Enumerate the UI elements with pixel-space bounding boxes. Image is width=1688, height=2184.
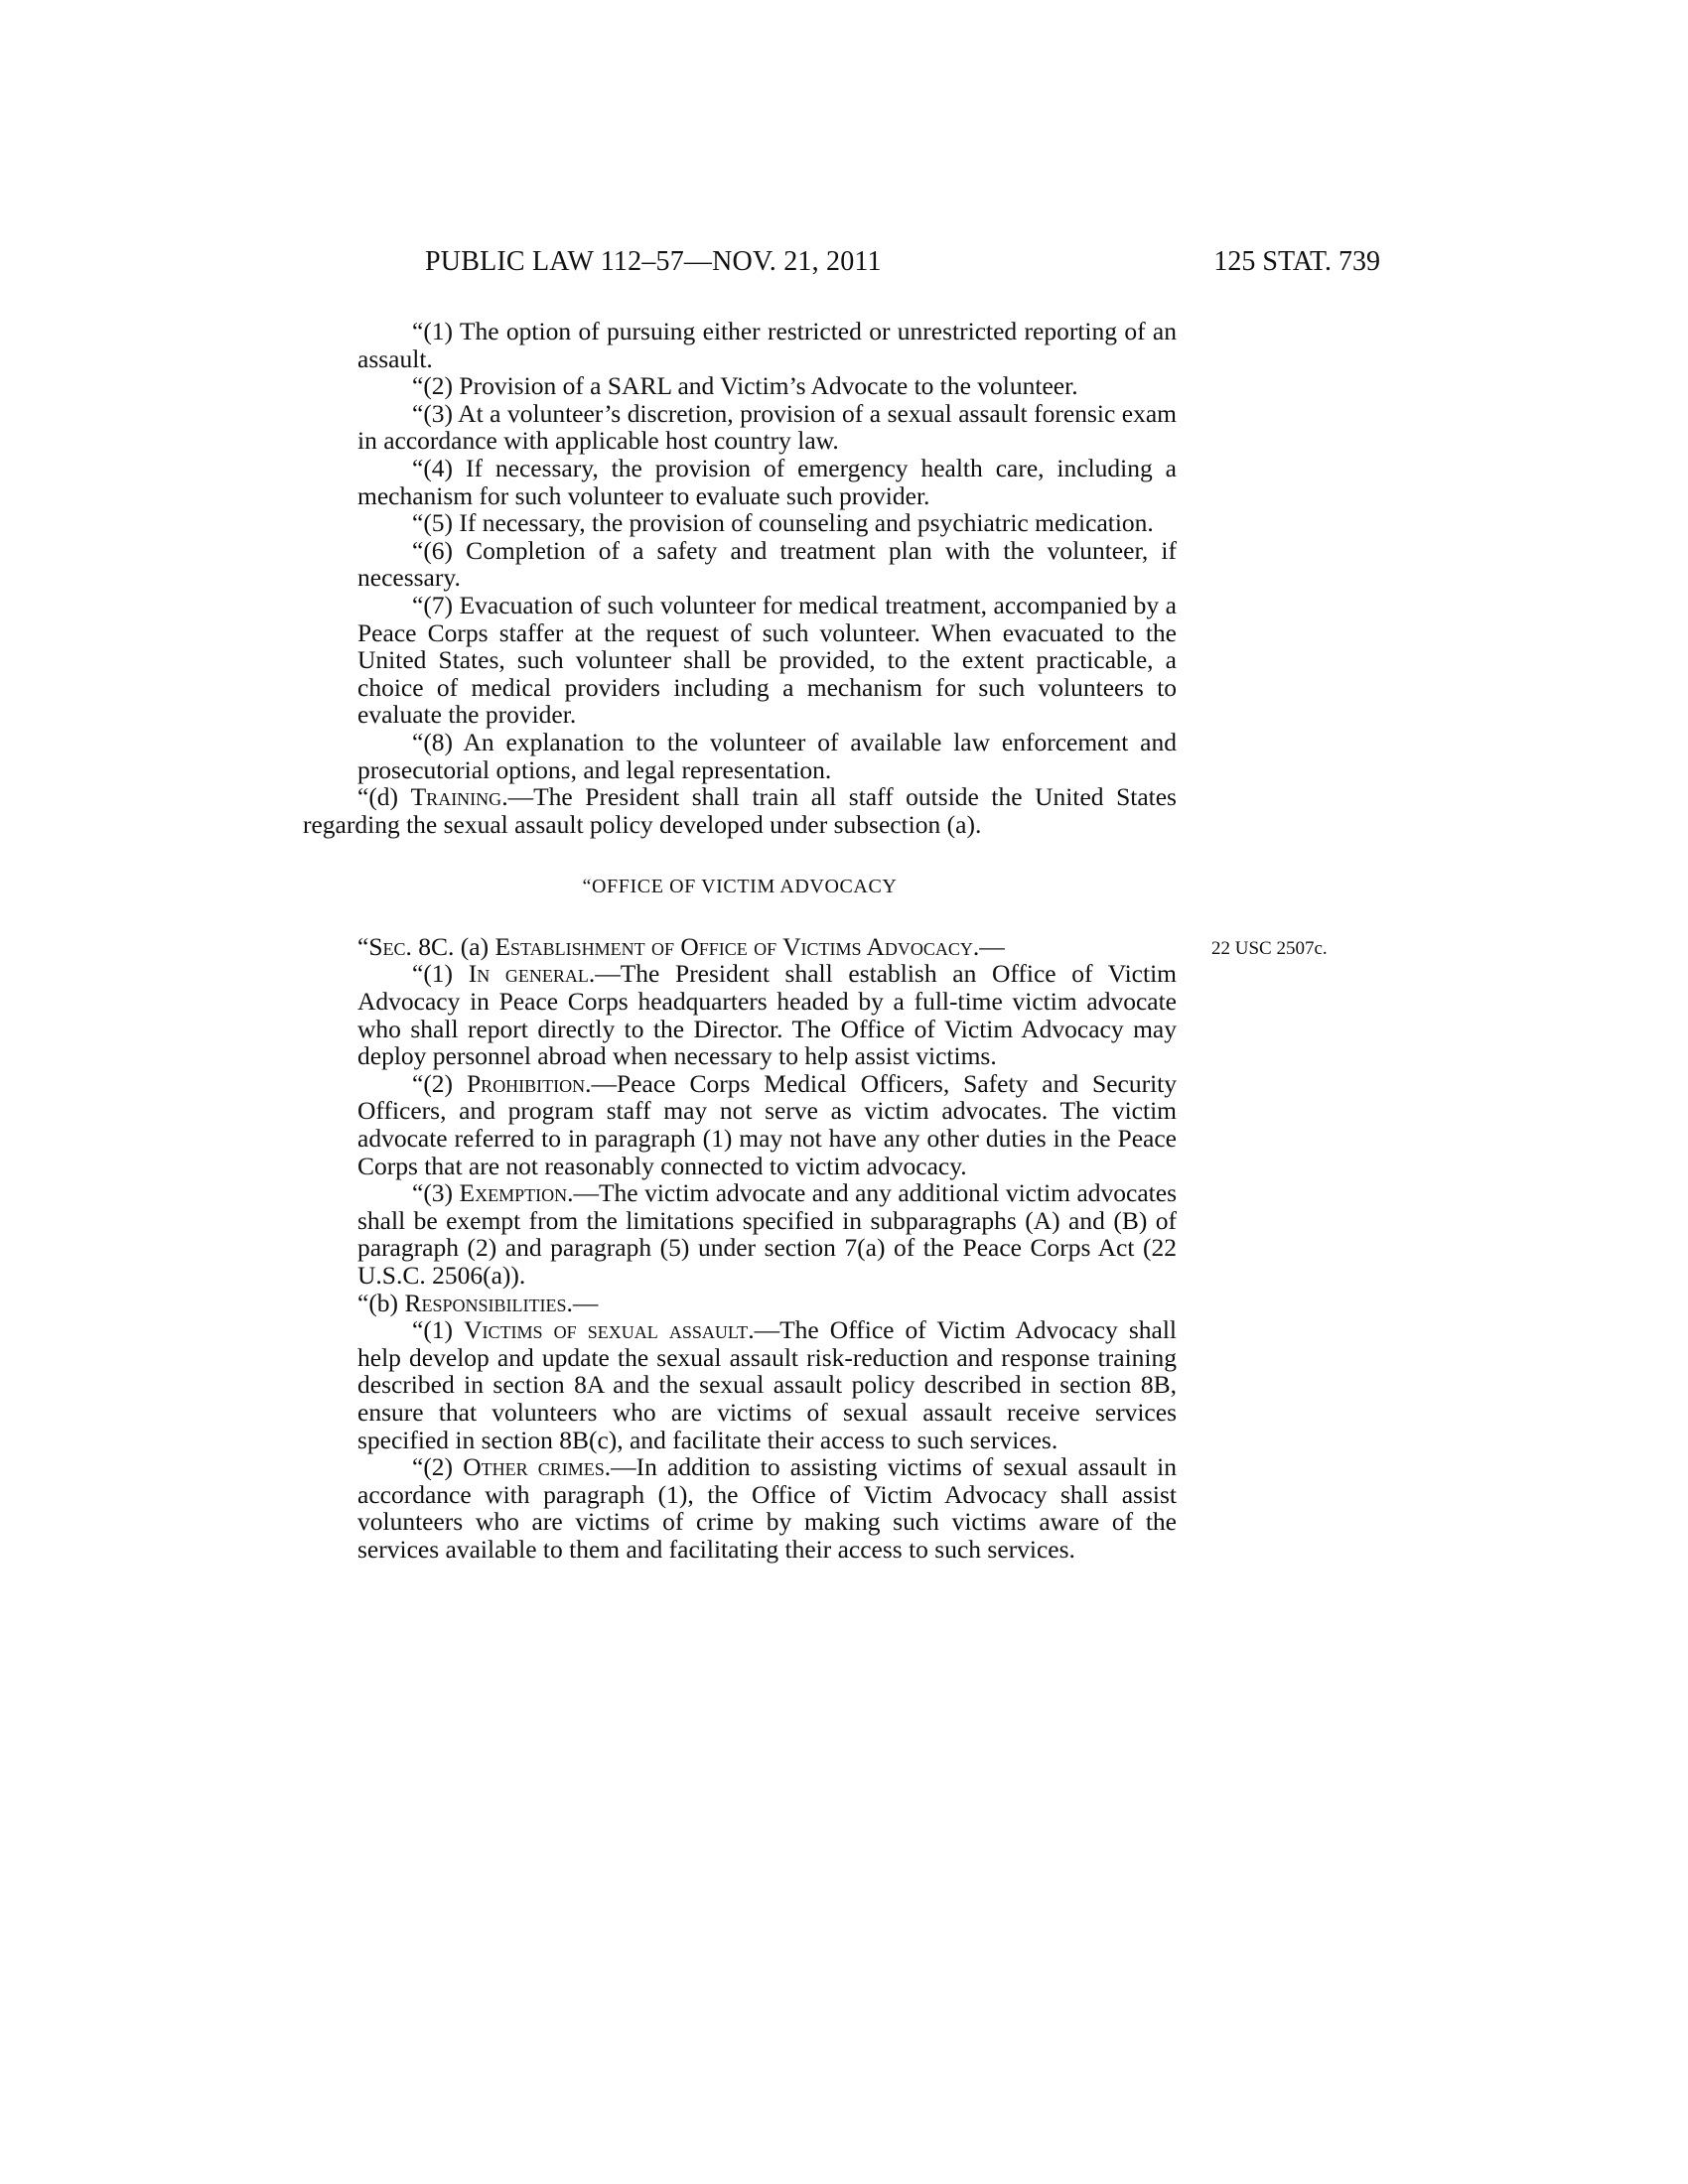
page-header <box>298 246 1380 286</box>
section-8c-heading <box>303 933 1177 961</box>
paragraph-c6: “(6) Completion of a safety and treatment plan with the volunteer, if necessary. <box>357 535 1177 593</box>
section-heading: “OFFICE OF VICTIM ADVOCACY <box>582 876 898 898</box>
page-reference: 125 STAT. 739 <box>1213 246 1380 277</box>
sec-label: Sec. <box>368 931 412 961</box>
b1-text: .—The Office of Victim Advocacy shall help develop and update the sexual assault risk-reduction and response training described in section 8A and the sexual assault policy described in section 8B, ensure that volunteers who are victims of sexual assault receive services specified in section 8B(c), and facilitate their access to such services. <box>357 1315 1177 1454</box>
paragraph-c4: “(4) If necessary, the provision of emergency health care, including a mechanism for such volunteer to evaluate such provider. <box>357 453 1177 510</box>
a1-text: .—The President shall establish an Office of Victim Advocacy in Peace Corps headquarters headed by a full-time victim advocate who shall report directly to the Director. The Office of Victim Advocacy may deploy personnel abroad when necessary to help assist victims. <box>357 959 1177 1071</box>
b-heading: Responsibilities <box>404 1288 567 1317</box>
subsection-b <box>303 1290 1177 1317</box>
paragraph-c5: “(5) If necessary, the provision of counseling and psychiatric medication. <box>412 508 1154 538</box>
subsection-a1 <box>303 960 1177 1069</box>
subsection-b2 <box>303 1453 1177 1563</box>
b1-heading: Victims of sexual assault <box>464 1315 749 1345</box>
sec-number: 8C. (a) <box>411 931 495 961</box>
sec-subsection-heading: Establishment of Office of Victims Advocacy <box>494 931 973 961</box>
paragraph-c7: “(7) Evacuation of such volunteer for medical treatment, accompanied by a Peace Corps staffer at the request of such volunteer. When evacuated to the United States, such volunteer shall be provided, to the extent practicable, a choice of medical providers including a mechanism for such volunteers to evaluate the provider. <box>357 590 1177 730</box>
subsection-a2 <box>303 1070 1177 1179</box>
a1-prefix: “(1) <box>412 959 469 989</box>
b-dash: .— <box>566 1288 599 1317</box>
b-prefix: “(b) <box>357 1288 405 1317</box>
sec-dash: .— <box>972 931 1005 961</box>
training-text: .—The President shall train all staff outside the United States regarding the sexual assault policy developed under subsection (a). <box>303 782 1177 839</box>
paragraph-c2: “(2) Provision of a SARL and Victim’s Advocate to the volunteer. <box>412 371 1078 401</box>
subsection-a3 <box>303 1179 1177 1289</box>
training-heading: Training <box>410 782 502 812</box>
a3-text: .—The victim advocate and any additional victim advocates shall be exempt from the limitations specified in subparagraphs (A) and (B) of paragraph (2) and paragraph (5) under section 7(a) of the Peace Corps Act (22 U.S.C. 2506(a)). <box>357 1178 1177 1290</box>
paragraph-c1: “(1) The option of pursuing either restricted or unrestricted reporting of an assault. <box>357 317 1177 373</box>
a3-heading: Exemption <box>459 1178 568 1208</box>
a3-prefix: “(3) <box>412 1178 460 1208</box>
sec-prefix: “ <box>357 931 369 961</box>
a2-heading: Prohibition <box>467 1068 586 1098</box>
a2-text: .—Peace Corps Medical Officers, Safety and Security Officers, and program staff may not serve as victim advocates. The victim advocate referred to in paragraph (1) may not have any other duties in the Peace Corps that are not reasonably connected to victim advocacy. <box>357 1068 1177 1180</box>
margin-citation: 22 USC 2507c. <box>1211 937 1328 959</box>
running-head: PUBLIC LAW 112–57—NOV. 21, 2011 <box>425 246 882 277</box>
paragraph-c3: “(3) At a volunteer’s discretion, provision of a sexual assault forensic exam in accordance with applicable host country law. <box>357 398 1177 456</box>
b1-prefix: “(1) <box>412 1315 465 1345</box>
body-text <box>303 317 1328 1564</box>
subsection-d-training <box>303 783 1177 838</box>
subsection-b1 <box>303 1316 1177 1453</box>
a2-prefix: “(2) <box>412 1068 467 1098</box>
b2-heading: Other crimes <box>463 1452 605 1482</box>
a1-heading: In general <box>468 959 589 989</box>
training-prefix: “(d) <box>357 782 411 812</box>
section-8c <box>303 931 1328 961</box>
paragraph-c8: “(8) An explanation to the volunteer of available law enforcement and prosecutorial options, and legal representation. <box>357 727 1177 784</box>
b2-prefix: “(2) <box>412 1452 464 1482</box>
b2-text: .—In addition to assisting victims of sexual assault in accordance with paragraph (1), the Office of Victim Advocacy shall assist volunteers who are victims of crime by making such victims aware of the services available to them and facilitating their access to such services. <box>357 1452 1177 1564</box>
